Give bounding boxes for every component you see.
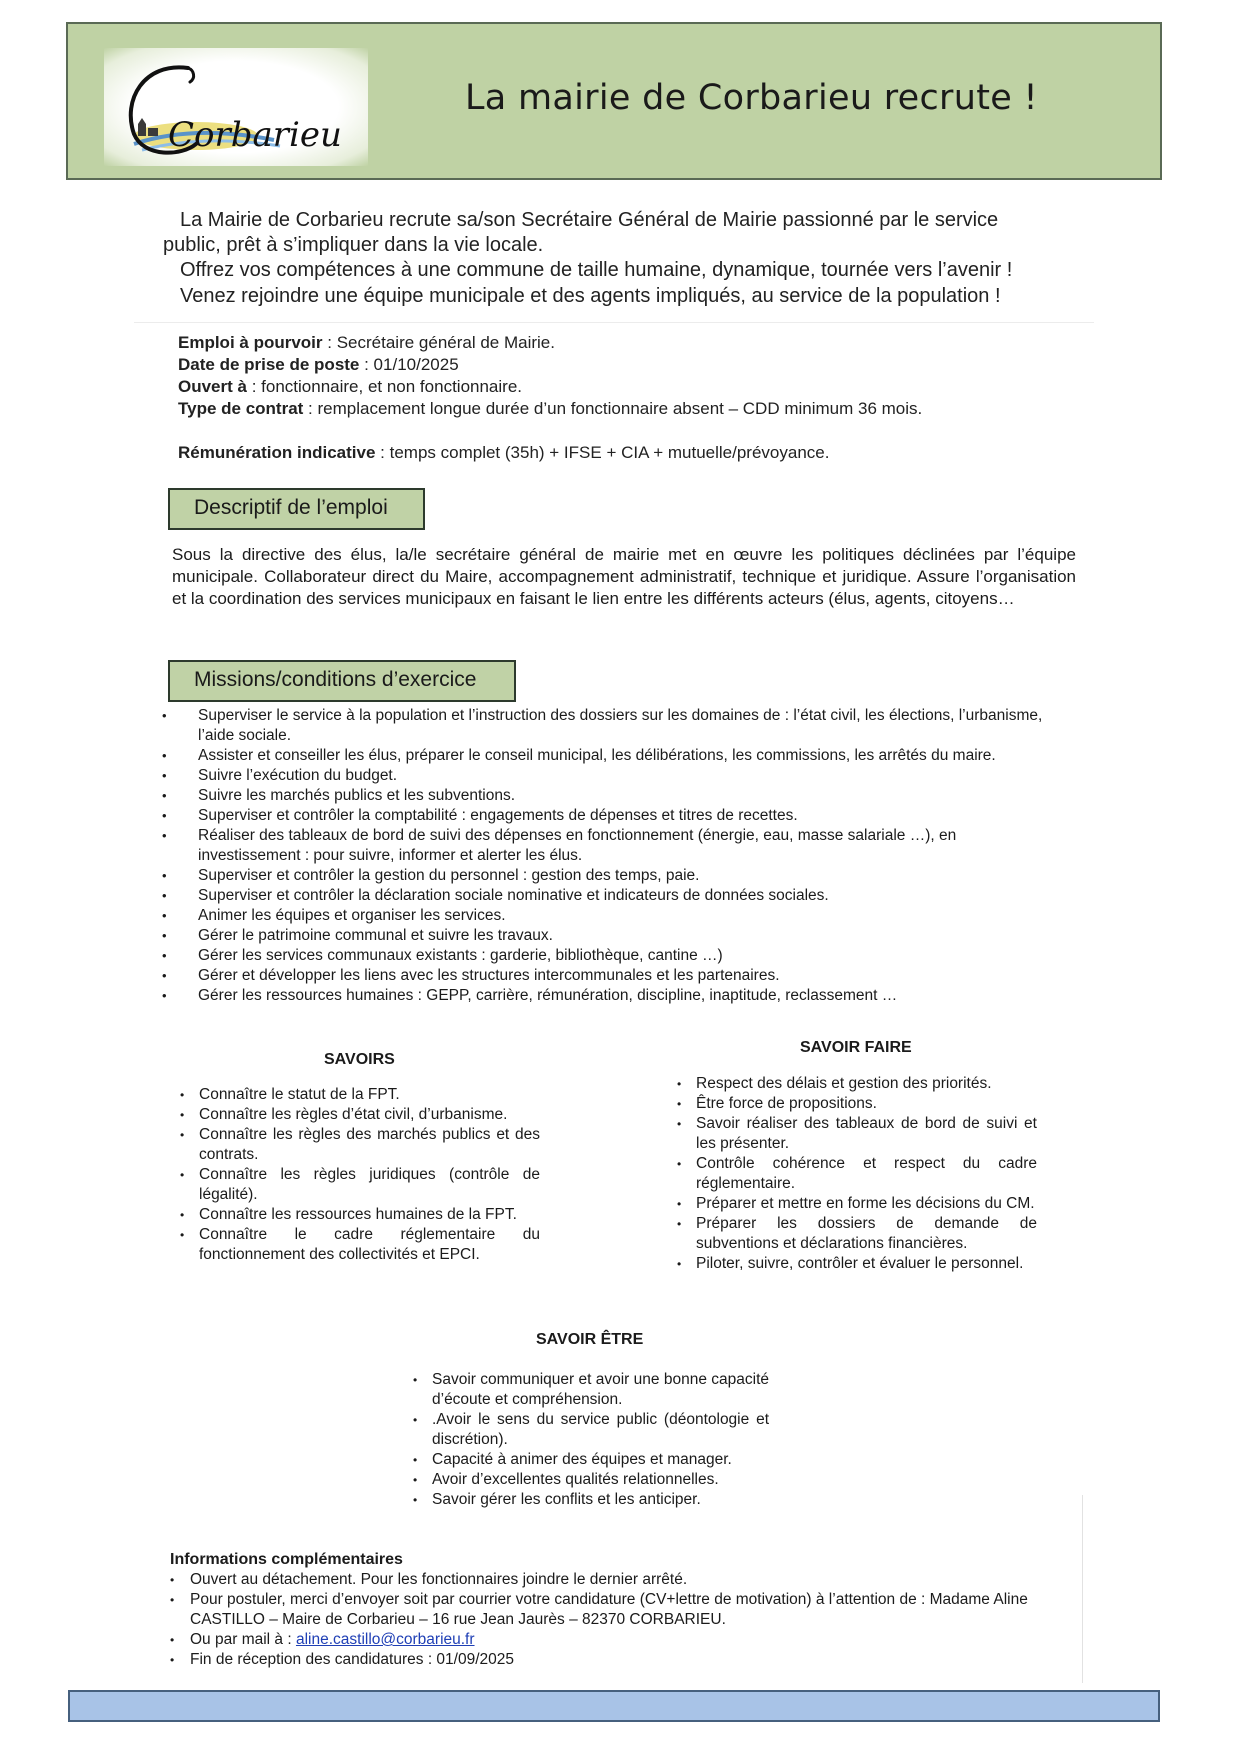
missions-list: [162, 706, 1062, 1006]
savoir-etre-heading: SAVOIR ÊTRE: [536, 1331, 644, 1348]
email-link[interactable]: aline.castillo@corbarieu.fr: [295, 1631, 475, 1648]
list-item: • Savoir réaliser des tableaux de bord de suivi et les présenter.: [677, 1114, 1037, 1154]
logo-graphic: [104, 48, 368, 166]
list-item: • Contrôle cohérence et respect du cadre réglementaire.: [677, 1154, 1037, 1194]
descriptif-paragraph: Sous la directive des élus, la/le secrétaire général de mairie met en œuvre les politiques déclinées par l’équipe municipale. Collaborateur direct du Maire, accompagnement administratif, technique et juridique. Assure l’organisation et la coordination des services municipaux en faisant le lien entre les différents acteurs (élus, agents, citoyens…: [172, 545, 1076, 608]
page-title: La mairie de Corbarieu recrute !: [465, 78, 1038, 118]
list-item: • Respect des délais et gestion des priorités.: [677, 1074, 1037, 1094]
list-item: • Connaître les ressources humaines de la FPT.: [180, 1205, 540, 1225]
divider: [1082, 1495, 1083, 1683]
savoir-faire-list: [677, 1074, 1037, 1274]
section-title-missions: Missions/conditions d’exercice: [168, 660, 516, 702]
savoirs-heading: SAVOIRS: [324, 1051, 395, 1068]
logo-text: Corbarieu: [168, 115, 342, 155]
intro-line-2: Offrez vos compétences à une commune de taille humaine, dynamique, tournée vers l’avenir !: [180, 259, 1013, 281]
footer-band: [68, 1690, 1160, 1722]
header-banner: [66, 22, 1162, 180]
info-date: Date de prise de poste : 01/10/2025: [178, 355, 459, 374]
intro-line-1: La Mairie de Corbarieu recrute sa/son Secrétaire Général de Mairie passionné par le service: [180, 209, 999, 231]
list-item: • Connaître les règles d’état civil, d’urbanisme.: [180, 1105, 540, 1125]
list-item: • Animer les équipes et organiser les services.: [162, 906, 1062, 926]
corbarieu-logo: [104, 48, 368, 166]
list-item: • Superviser et contrôler la comptabilité : engagements de dépenses et titres de recettes.: [162, 806, 1062, 826]
list-item: • Connaître les règles juridiques (contrôle de légalité).: [180, 1165, 540, 1205]
list-item-email: • Ou par mail à : aline.castillo@corbarieu.fr: [170, 1630, 1060, 1650]
info-ouvert: Ouvert à : fonctionnaire, et non fonctionnaire.: [178, 377, 522, 396]
list-item: • Réaliser des tableaux de bord de suivi des dépenses en fonctionnement (énergie, eau, masse salariale …), en investissement : pour suivre, informer et alerter les élus.: [162, 826, 1062, 866]
list-item: • Connaître le statut de la FPT.: [180, 1085, 540, 1105]
list-item: • Gérer et développer les liens avec les structures intercommunales et les partenaires.: [162, 966, 1062, 986]
list-item: • Suivre les marchés publics et les subventions.: [162, 786, 1062, 806]
section-title-descriptif: Descriptif de l’emploi: [168, 488, 425, 530]
list-item: • Piloter, suivre, contrôler et évaluer le personnel.: [677, 1254, 1037, 1274]
list-item: • Savoir communiquer et avoir une bonne capacité d’écoute et compréhension.: [413, 1370, 769, 1410]
infos-list: [170, 1570, 1060, 1670]
info-contrat: Type de contrat : remplacement longue durée d’un fonctionnaire absent – CDD minimum 36 mois.: [178, 399, 923, 418]
list-item: • Assister et conseiller les élus, préparer le conseil municipal, les délibérations, les commissions, les arrêtés du maire.: [162, 746, 1062, 766]
list-item: • Préparer les dossiers de demande de subventions et déclarations financières.: [677, 1214, 1037, 1254]
list-item: • Suivre l’exécution du budget.: [162, 766, 1062, 786]
list-item: • Préparer et mettre en forme les décisions du CM.: [677, 1194, 1037, 1214]
list-item: • Gérer les ressources humaines : GEPP, carrière, rémunération, discipline, inaptitude, reclassement …: [162, 986, 1062, 1006]
list-item: • Être force de propositions.: [677, 1094, 1037, 1114]
list-item: • Savoir gérer les conflits et les anticiper.: [413, 1490, 769, 1510]
savoirs-list: [180, 1085, 540, 1265]
list-item: • Ouvert au détachement. Pour les fonctionnaires joindre le dernier arrêté.: [170, 1570, 1060, 1590]
list-item: • Pour postuler, merci d’envoyer soit par courrier votre candidature (CV+lettre de motivation) à l’attention de : Madame Aline CASTILLO – Maire de Corbarieu – 16 rue Jean Jaurès – 82370 CORBARIEU.: [170, 1590, 1060, 1630]
list-item: • .Avoir le sens du service public (déontologie et discrétion).: [413, 1410, 769, 1450]
list-item: • Gérer le patrimoine communal et suivre les travaux.: [162, 926, 1062, 946]
list-item: • Gérer les services communaux existants : garderie, bibliothèque, cantine …): [162, 946, 1062, 966]
info-emploi: Emploi à pourvoir : Secrétaire général de Mairie.: [178, 333, 555, 352]
list-item: • Superviser le service à la population et l’instruction des dossiers sur les domaines de : l’état civil, les élections, l’urbanisme, l’aide sociale.: [162, 706, 1062, 746]
list-item: • Capacité à animer des équipes et manager.: [413, 1450, 769, 1470]
list-item: • Fin de réception des candidatures : 01/09/2025: [170, 1650, 1060, 1670]
list-item: • Connaître les règles des marchés publics et des contrats.: [180, 1125, 540, 1165]
info-remuneration: Rémunération indicative : temps complet (35h) + IFSE + CIA + mutuelle/prévoyance.: [178, 443, 830, 462]
list-item: • Superviser et contrôler la gestion du personnel : gestion des temps, paie.: [162, 866, 1062, 886]
intro-line-3: Venez rejoindre une équipe municipale et des agents impliqués, au service de la population !: [180, 285, 1001, 307]
list-item: • Superviser et contrôler la déclaration sociale nominative et indicateurs de données sociales.: [162, 886, 1062, 906]
savoir-etre-list: [413, 1370, 769, 1510]
intro-line-1-continued: public, prêt à s’impliquer dans la vie locale.: [163, 234, 544, 256]
divider: [134, 322, 1094, 323]
list-item: • Avoir d’excellentes qualités relationnelles.: [413, 1470, 769, 1490]
savoir-faire-heading: SAVOIR FAIRE: [800, 1039, 912, 1056]
list-item: • Connaître le cadre réglementaire du fonctionnement des collectivités et EPCI.: [180, 1225, 540, 1265]
infos-heading: Informations complémentaires: [170, 1551, 403, 1568]
